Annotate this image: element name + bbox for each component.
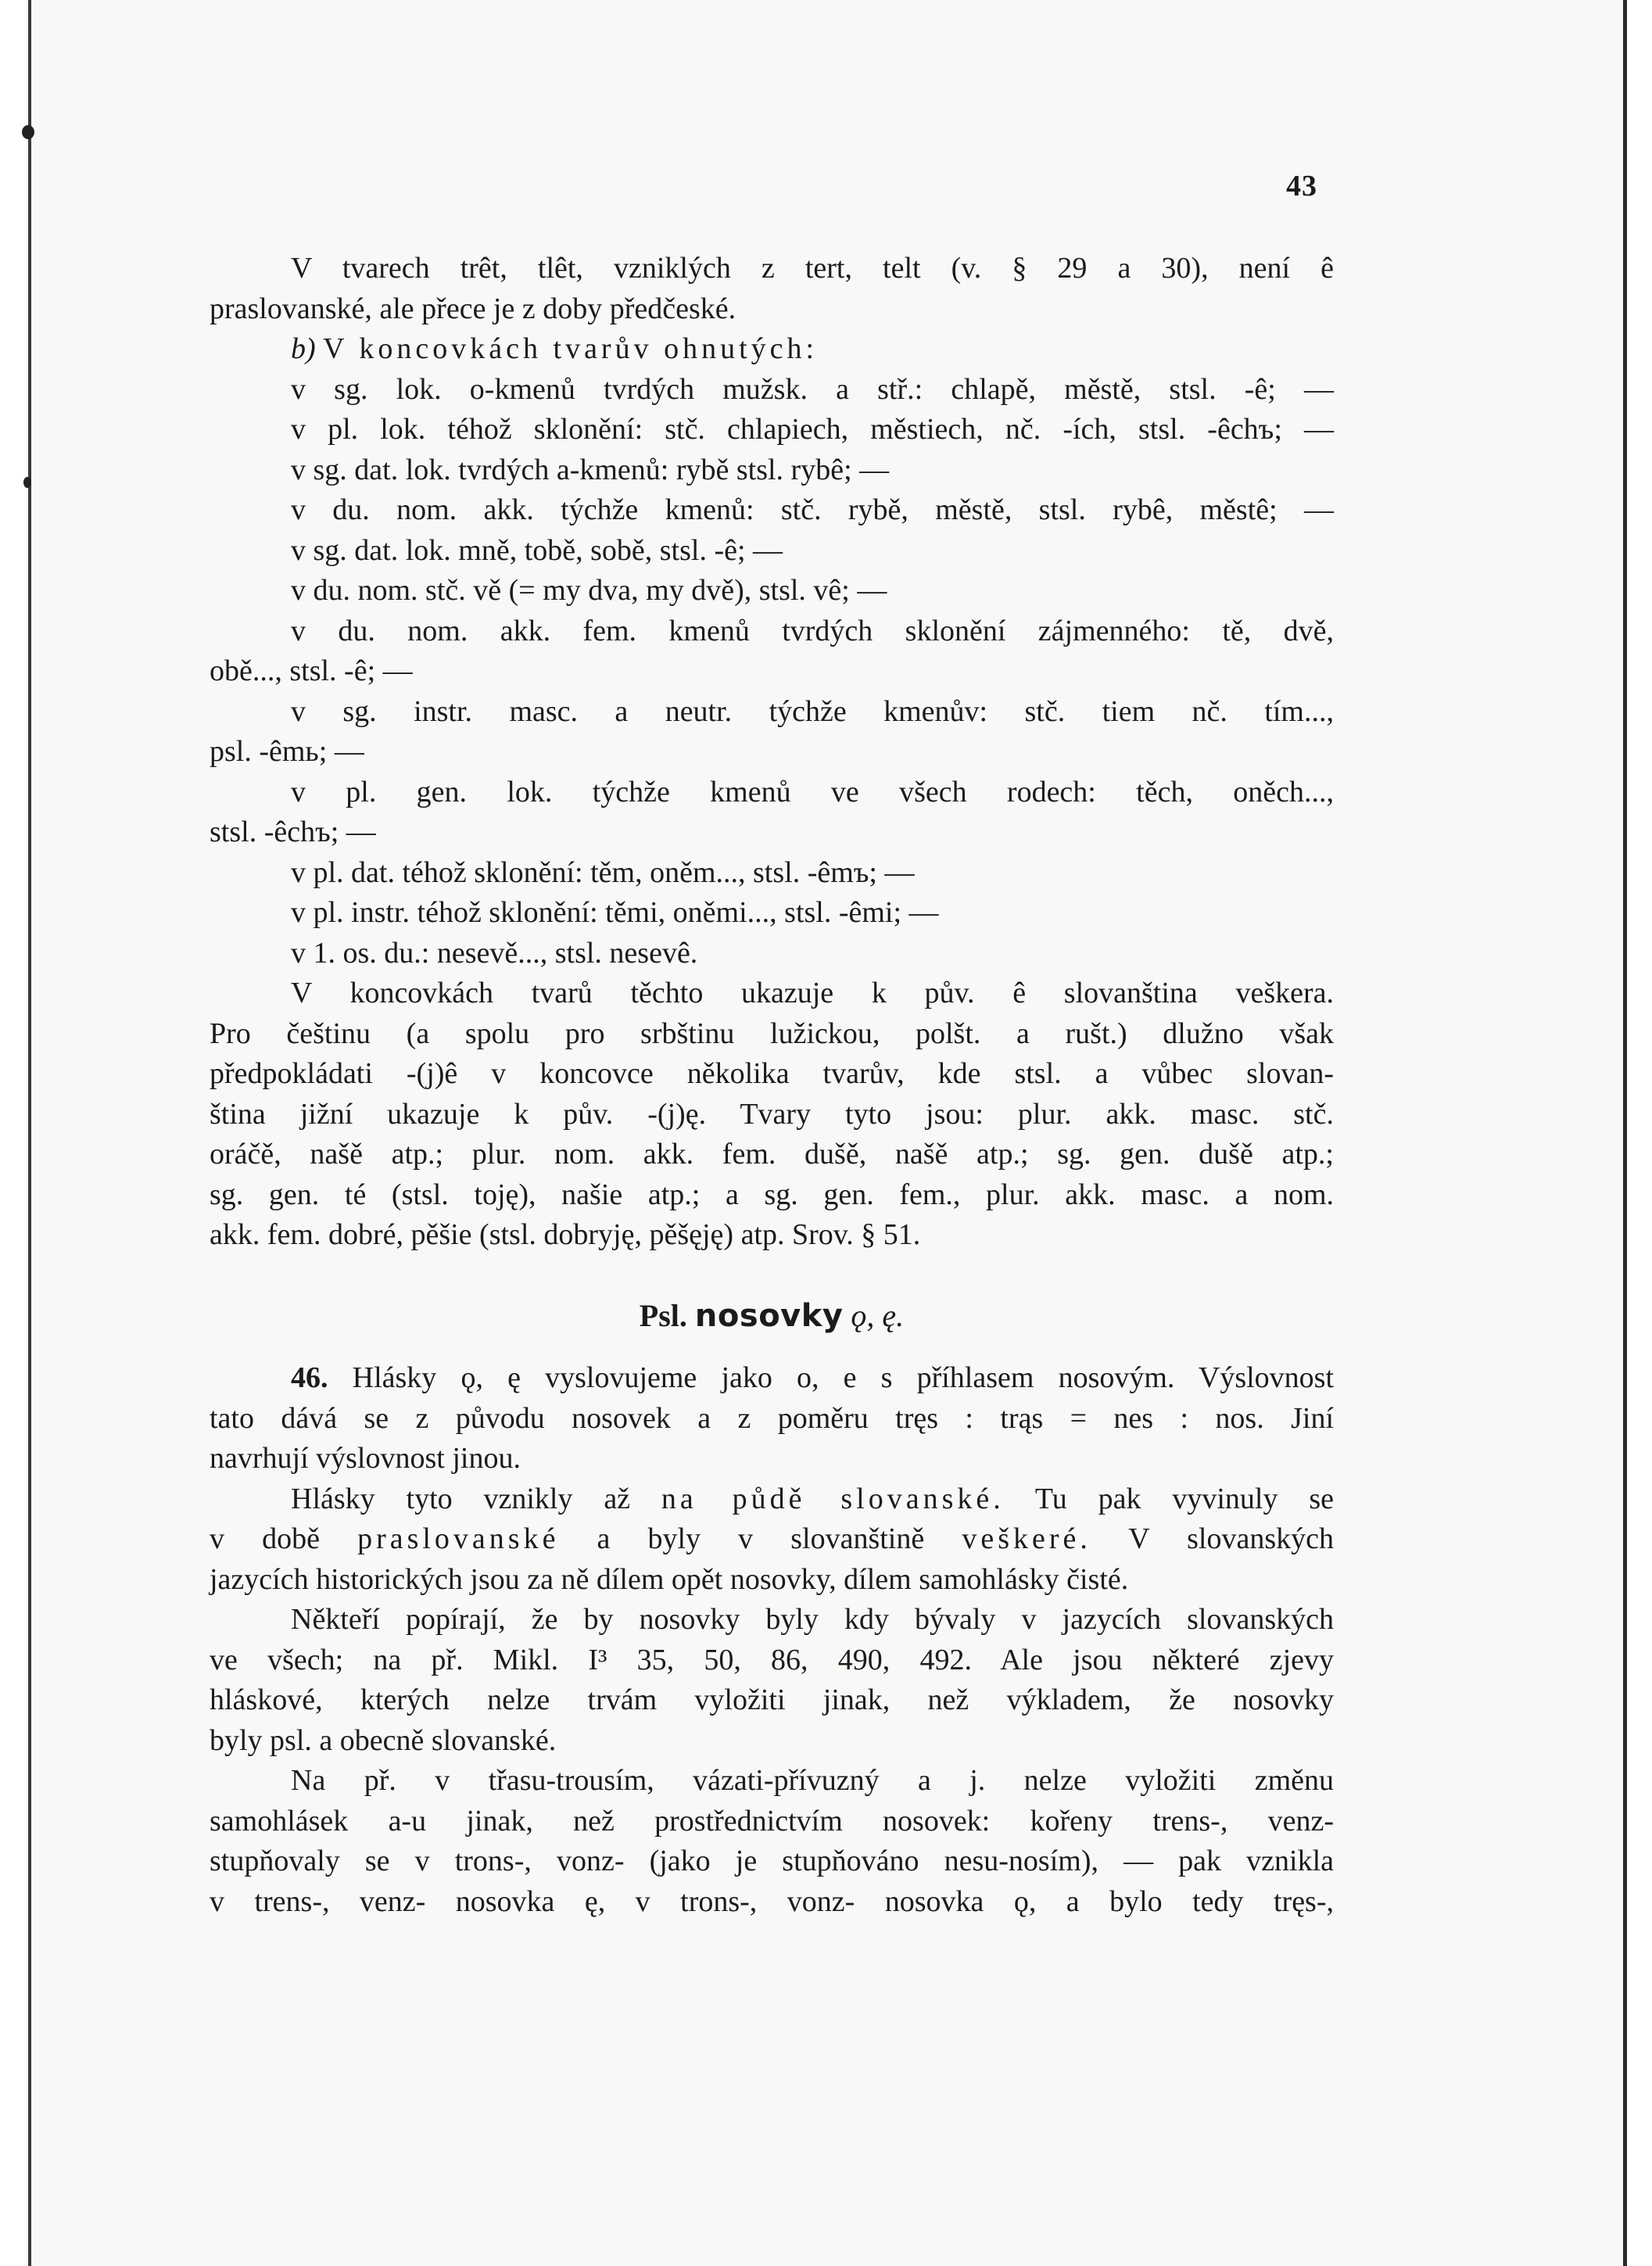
text-line: Někteří popírají, že by nosovky byly kdy bývaly v jazycích slovanských	[291, 1603, 1334, 1636]
subsection-label: b)	[291, 332, 316, 365]
text-line: v du. nom. stč. vě (= my dva, my dvě), stsl. vê; —	[291, 574, 887, 607]
text-run: a byly v slovanštině	[597, 1522, 925, 1555]
text-line: akk. fem. dobré, pěšie (stsl. dobryję, pěšęję) atp. Srov. § 51.	[210, 1218, 921, 1251]
subsection-heading	[210, 329, 1334, 370]
text-line: V koncovkách tvarů těchto ukazuje k pův. ê slovanština veškera.	[291, 977, 1334, 1009]
text-line: sg. gen. té (stsl. toję), našie atp.; a sg. gen. fem., plur. akk. masc. a nom.	[210, 1178, 1334, 1211]
text-line: v pl. dat. téhož sklonění: těm, oněm..., stsl. -êmъ; —	[291, 855, 915, 889]
text-line: v du. nom. akk. týchže kmenů: stč. rybě, městě, stsl. rybê, městê; —	[291, 493, 1334, 526]
text-line: stupňovaly se v trons-, vonz- (jako je stupňováno nesu-nosím), — pak vznikla	[210, 1845, 1334, 1877]
paragraph-number: 46.	[291, 1361, 328, 1394]
text-line	[210, 1479, 1334, 1520]
text-run: v době	[210, 1522, 320, 1555]
page-body	[210, 249, 1334, 1922]
text-line: v pl. instr. téhož sklonění: těmi, oněmi..., stsl. -êmi; —	[291, 896, 939, 929]
text-line: v sg. lok. o-kmenů tvrdých mužsk. a stř.: chlapě, městě, stsl. -ê; —	[291, 372, 1334, 406]
text-line: v sg. dat. lok. tvrdých a-kmenů: rybě stsl. rybê; —	[291, 453, 890, 486]
text-line	[210, 1519, 1334, 1560]
text-line: stsl. -êchъ; —	[210, 816, 376, 848]
section-heading	[210, 1296, 1334, 1337]
text-line: v 1. os. du.: nesevě..., stsl. nesevê.	[291, 936, 698, 970]
scan-right-margin	[1627, 0, 1652, 2266]
text-line: navrhují výslovnost jinou.	[210, 1442, 521, 1475]
page-number: 43	[1286, 170, 1317, 203]
text-run: V slovanských	[1128, 1522, 1334, 1555]
text-line: oráčě, našě atp.; plur. nom. akk. fem. dušě, našě atp.; sg. gen. dušě atp.;	[210, 1138, 1334, 1171]
binding-mark	[23, 477, 31, 488]
text-line: byly psl. a obecně slovanské.	[210, 1723, 557, 1757]
text-line: tato dává se z původu nosovek a z poměru tręs : trąs = nes : nos. Jiní	[210, 1401, 1334, 1435]
text-line: předpokládati -(j)ê v koncovce několika tvarův, kde stsl. a vůbec slovan-	[210, 1057, 1334, 1090]
text-line: psl. -êmь; —	[210, 735, 364, 768]
text-line: v sg. dat. lok. mně, tobě, sobě, stsl. -ê; —	[291, 533, 783, 567]
heading-psl: Psl.	[639, 1297, 687, 1333]
text-line: Pro češtinu (a spolu pro srbštinu lužickou, polšt. a rušt.) dlužno však	[210, 1016, 1334, 1050]
text-line: v pl. lok. téhož sklonění: stč. chlapiech, městiech, nč. -ích, stsl. -êchъ; —	[291, 413, 1334, 446]
text-line: hláskové, kterých nelze trvám vyložiti jinak, než výkladem, že nosovky	[210, 1683, 1334, 1716]
text-line: Na př. v třasu-trousím, vázati-přívuzný a j. nelze vyložiti změnu	[291, 1764, 1334, 1797]
text-line: ština jižní ukazuje k pův. -(j)ę. Tvary tyto jsou: plur. akk. masc. stč.	[210, 1097, 1334, 1131]
text-line: V tvarech trêt, tlêt, vzniklých z tert, telt (v. § 29 a 30), není ê	[291, 252, 1334, 285]
text-line: samohlásek a-u jinak, než prostřednictvím nosovek: kořeny trens-, venz-	[210, 1804, 1334, 1838]
heading-letters: ǫ, ę.	[851, 1297, 905, 1333]
text-line: v pl. gen. lok. týchže kmenů ve všech rodech: těch, oněch...,	[291, 775, 1334, 809]
text-line: v trens-, venz- nosovka ę, v trons-, vonz- nosovka ǫ, a bylo tedy tręs-,	[210, 1884, 1334, 1918]
spaced-emphasis: na půdě slovanské.	[661, 1482, 1005, 1515]
scan-left-margin	[0, 0, 30, 2266]
paragraph-46-text: Hlásky ǫ, ę vyslovujeme jako o, e s příhlasem nosovým. Výslovnost	[352, 1361, 1335, 1394]
page-left-edge	[28, 0, 31, 2266]
text-line: obě..., stsl. -ê; —	[210, 654, 413, 687]
paragraph-46-line	[210, 1358, 1334, 1399]
text-line: ve všech; na př. Mikl. I³ 35, 50, 86, 490, 492. Ale jsou některé zjevy	[210, 1643, 1334, 1676]
spaced-emphasis: veškeré.	[962, 1522, 1091, 1555]
text-line: v sg. instr. masc. a neutr. týchže kmenův: stč. tiem nč. tím...,	[291, 694, 1334, 728]
heading-nosovky: nosovky	[694, 1297, 844, 1334]
text-line: jazycích historických jsou za ně dílem opět nosovky, dílem samohlásky čisté.	[210, 1562, 1129, 1596]
text-run: Tu pak vyvinuly se	[1034, 1482, 1334, 1515]
subsection-title: V koncovkách tvarův ohnutých:	[323, 332, 819, 365]
text-run: Hlásky tyto vznikly až	[291, 1482, 631, 1515]
text-line: praslovanské, ale přece je z doby předčeské.	[210, 292, 736, 325]
text-line: v du. nom. akk. fem. kmenů tvrdých sklonění zájmenného: tě, dvě,	[291, 614, 1334, 647]
binding-mark	[22, 125, 34, 139]
spaced-emphasis: praslovanské	[357, 1522, 560, 1555]
